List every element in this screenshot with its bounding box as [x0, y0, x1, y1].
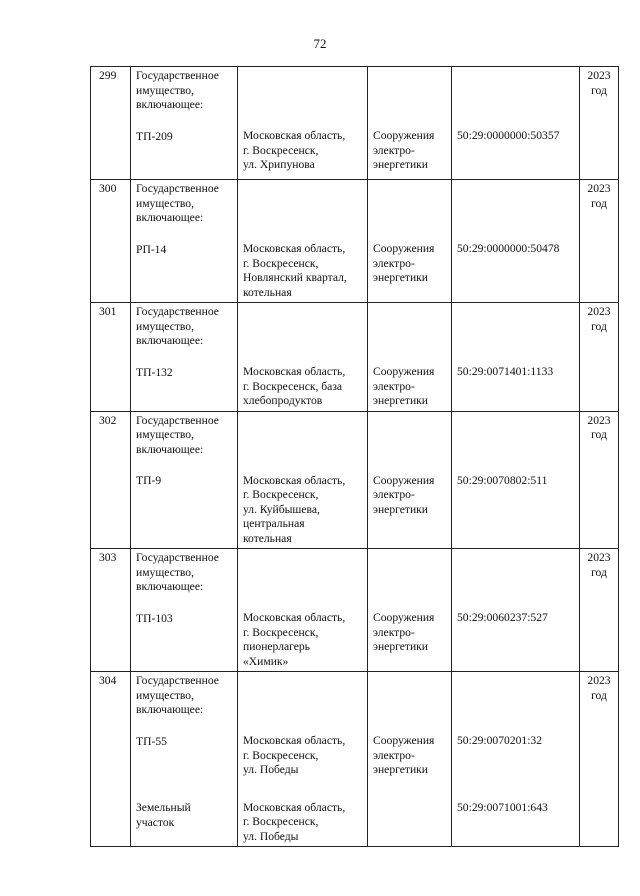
- item-type: Сооружения электро- энергетики: [373, 734, 435, 776]
- item-type: [373, 801, 447, 844]
- item-address: Московская область, г. Воскресенск, ул. Победы: [243, 800, 346, 843]
- row-number-cell: 300: [91, 180, 131, 303]
- item-cadastral-number: 50:29:0070802:511: [457, 473, 548, 487]
- object-type-cell: [368, 411, 452, 549]
- address-cell: [238, 411, 368, 549]
- year-cell: [580, 303, 619, 412]
- item-type: Сооружения электро- энергетики: [373, 473, 435, 516]
- item-type: Сооружения электро- энергетики: [373, 365, 435, 407]
- item-name: Земельный участок: [136, 801, 191, 829]
- row-number-cell: 302: [91, 411, 131, 549]
- property-table: [90, 66, 619, 847]
- item-type: Сооружения электро- энергетики: [373, 242, 435, 284]
- object-name-cell: [131, 672, 238, 847]
- cadastral-number-cell: [452, 180, 580, 303]
- row-number-cell: 303: [91, 549, 131, 672]
- cadastral-number-cell: [452, 303, 580, 412]
- object-type-cell: [368, 549, 452, 672]
- item-address: Московская область, г. Воскресенск, ул. Победы: [243, 734, 346, 776]
- object-name-cell: [131, 67, 238, 180]
- object-name-cell: [131, 411, 238, 549]
- address-cell: [238, 672, 368, 847]
- address-cell: [238, 549, 368, 672]
- item-cadastral-number: 50:29:0060237:527: [457, 611, 548, 624]
- item-address: Московская область, г. Воскресенск, база хлебопродуктов: [243, 365, 346, 407]
- table-row: [91, 411, 619, 549]
- year-text: 2023 год: [587, 182, 611, 210]
- object-type-cell: [368, 180, 452, 303]
- item-name: ТП-9: [136, 474, 162, 487]
- object-type-cell: [368, 67, 452, 180]
- row-number-cell: 299: [91, 67, 131, 180]
- item-type: Сооружения электро- энергетики: [373, 129, 435, 171]
- object-title: Государственное имущество, включающее:: [136, 182, 219, 224]
- year-cell: [580, 67, 619, 180]
- object-title: Государственное имущество, включающее:: [136, 551, 219, 593]
- item-cadastral-number: 50:29:0070201:32: [457, 734, 543, 747]
- object-title: Государственное имущество, включающее:: [136, 305, 219, 347]
- object-title: Государственное имущество, включающее:: [136, 413, 219, 456]
- item-address: Московская область, г. Воскресенск, Новлянский квартал, котельная: [243, 242, 347, 299]
- item-cadastral-number: 50:29:0071401:1133: [457, 365, 554, 378]
- item-type: Сооружения электро- энергетики: [373, 611, 435, 653]
- item-address: Московская область, г. Воскресенск, ул. Куйбышева, центральная котельная: [243, 473, 346, 545]
- address-cell: [238, 180, 368, 303]
- year-text: 2023 год: [587, 551, 611, 579]
- item-name: ТП-55: [136, 734, 167, 748]
- item-cadastral-number: 50:29:0071001:643: [457, 800, 548, 814]
- item-name: ТП-132: [136, 365, 173, 379]
- cadastral-number-cell: [452, 672, 580, 847]
- table-row: [91, 67, 619, 180]
- year-cell: [580, 180, 619, 303]
- item-cadastral-number: 50:29:0000000:50478: [457, 242, 560, 255]
- year-cell: [580, 672, 619, 847]
- table-row: [91, 180, 619, 303]
- object-name-cell: [131, 180, 238, 303]
- page-number: 72: [313, 36, 327, 51]
- object-title: Государственное имущество, включающее:: [136, 69, 219, 111]
- row-number-cell: 304: [91, 672, 131, 847]
- object-name-cell: [131, 549, 238, 672]
- item-name: ТП-209: [136, 129, 173, 143]
- address-cell: [238, 303, 368, 412]
- table-row: [91, 303, 619, 412]
- year-text: 2023 год: [587, 674, 611, 702]
- object-type-cell: [368, 672, 452, 847]
- object-type-cell: [368, 303, 452, 412]
- item-name: РП-14: [136, 242, 167, 256]
- cadastral-number-cell: [452, 411, 580, 549]
- year-text: 2023 год: [587, 413, 611, 441]
- item-name: ТП-103: [136, 611, 173, 625]
- item-address: Московская область, г. Воскресенск, ул. Хрипунова: [243, 129, 346, 171]
- object-name-cell: [131, 303, 238, 412]
- address-cell: [238, 67, 368, 180]
- year-text: 2023 год: [587, 305, 611, 333]
- table-row: [91, 549, 619, 672]
- year-cell: [580, 411, 619, 549]
- item-address: Московская область, г. Воскресенск, пионерлагерь «Химик»: [243, 611, 346, 668]
- item-cadastral-number: 50:29:0000000:50357: [457, 129, 560, 142]
- table-row: [91, 672, 619, 847]
- year-text: 2023 год: [587, 69, 611, 97]
- row-number-cell: 301: [91, 303, 131, 412]
- cadastral-number-cell: [452, 67, 580, 180]
- cadastral-number-cell: [452, 549, 580, 672]
- year-cell: [580, 549, 619, 672]
- object-title: Государственное имущество, включающее:: [136, 674, 219, 716]
